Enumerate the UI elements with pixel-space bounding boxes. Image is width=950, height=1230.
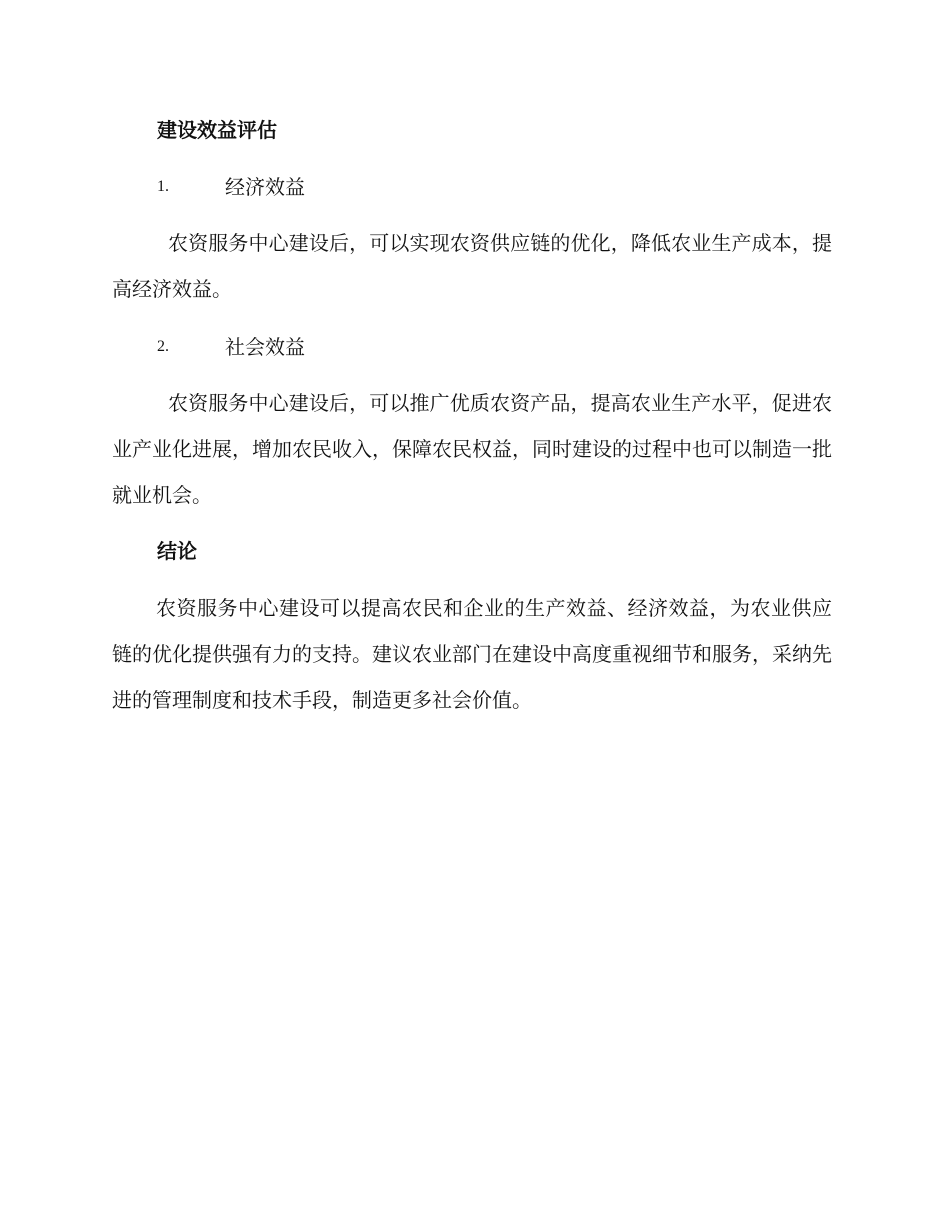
item-number: 2. <box>157 338 169 355</box>
item-number: 1. <box>157 178 169 195</box>
paragraph-conclusion: 农资服务中心建设可以提高农民和企业的生产效益、经济效益，为农业供应链的优化提供强有力的支持。建议农业部门在建设中高度重视细节和服务，采纳先进的管理制度和技术手段，制造更多社会价值。 <box>112 596 832 712</box>
item-label: 社会效益 <box>225 335 305 359</box>
section-heading-benefit-evaluation: 建设效益评估 <box>157 118 277 142</box>
paragraph-economic-benefit: 农资服务中心建设后，可以实现农资供应链的优化，降低农业生产成本，提高经济效益。 <box>112 231 832 301</box>
paragraph-social-benefit: 农资服务中心建设后，可以推广优质农资产品，提高农业生产水平，促进农业产业化进展，增加农民收入，保障农民权益，同时建设的过程中也可以制造一批就业机会。 <box>112 391 832 507</box>
item-label: 经济效益 <box>225 175 305 199</box>
section-heading-conclusion: 结论 <box>157 539 197 563</box>
